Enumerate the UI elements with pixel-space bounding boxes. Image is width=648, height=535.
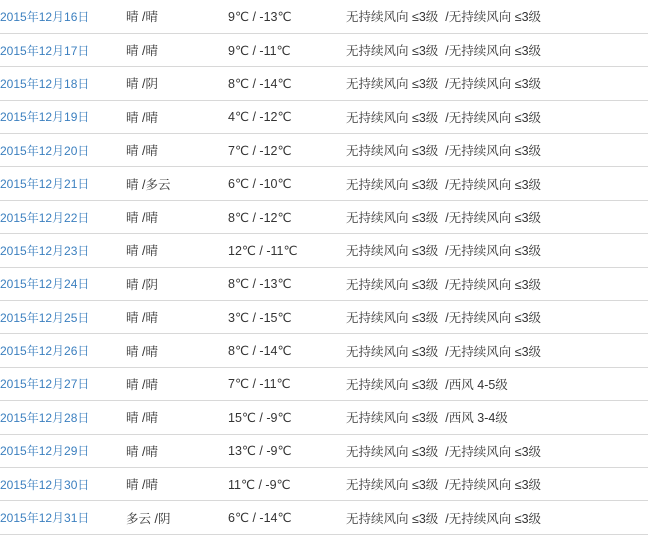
cell-date[interactable]: 2015年12月21日 [0, 167, 126, 200]
table-row [0, 467, 648, 500]
wind-night: /无持续风向 ≤3级 [445, 177, 542, 192]
cell-weather: 晴 /晴 [126, 367, 228, 400]
cell-temperature: 8℃ / -14℃ [228, 67, 346, 100]
cell-wind [346, 434, 648, 467]
cell-wind [346, 401, 648, 434]
cell-weather: 晴 /晴 [126, 334, 228, 367]
table-row [0, 234, 648, 267]
cell-weather: 晴 /晴 [126, 134, 228, 167]
cell-wind [346, 100, 648, 133]
cell-date[interactable]: 2015年12月31日 [0, 501, 126, 534]
wind-night: /无持续风向 ≤3级 [445, 244, 542, 259]
cell-temperature: 7℃ / -11℃ [228, 367, 346, 400]
cell-temperature: 9℃ / -11℃ [228, 33, 346, 66]
wind-day: 无持续风向 ≤3级 [346, 377, 439, 392]
table-row [0, 134, 648, 167]
wind-day: 无持续风向 ≤3级 [346, 211, 439, 226]
cell-weather: 晴 /阴 [126, 67, 228, 100]
cell-temperature: 3℃ / -15℃ [228, 301, 346, 334]
table-row [0, 267, 648, 300]
cell-wind [346, 134, 648, 167]
cell-date[interactable]: 2015年12月30日 [0, 467, 126, 500]
wind-day: 无持续风向 ≤3级 [346, 311, 439, 326]
cell-temperature: 8℃ / -13℃ [228, 267, 346, 300]
cell-temperature: 6℃ / -10℃ [228, 167, 346, 200]
wind-night: /无持续风向 ≤3级 [445, 10, 542, 25]
cell-date[interactable]: 2015年12月16日 [0, 0, 126, 33]
wind-day: 无持续风向 ≤3级 [346, 478, 439, 493]
cell-wind [346, 33, 648, 66]
cell-temperature: 13℃ / -9℃ [228, 434, 346, 467]
cell-weather: 晴 /晴 [126, 0, 228, 33]
wind-night: /西风 4-5级 [445, 377, 508, 392]
cell-wind [346, 301, 648, 334]
wind-day: 无持续风向 ≤3级 [346, 110, 439, 125]
cell-temperature: 4℃ / -12℃ [228, 100, 346, 133]
cell-weather: 晴 /晴 [126, 200, 228, 233]
wind-night: /西风 3-4级 [445, 411, 508, 426]
cell-weather: 晴 /晴 [126, 33, 228, 66]
cell-wind [346, 67, 648, 100]
table-row [0, 301, 648, 334]
wind-day: 无持续风向 ≤3级 [346, 244, 439, 259]
table-row [0, 501, 648, 534]
cell-date[interactable]: 2015年12月25日 [0, 301, 126, 334]
wind-day: 无持续风向 ≤3级 [346, 444, 439, 459]
cell-temperature: 6℃ / -14℃ [228, 501, 346, 534]
cell-wind [346, 467, 648, 500]
cell-date[interactable]: 2015年12月26日 [0, 334, 126, 367]
cell-date[interactable]: 2015年12月24日 [0, 267, 126, 300]
cell-weather: 晴 /晴 [126, 401, 228, 434]
cell-wind [346, 167, 648, 200]
cell-weather: 晴 /晴 [126, 100, 228, 133]
cell-wind [346, 0, 648, 33]
table-row [0, 33, 648, 66]
table-row [0, 167, 648, 200]
cell-date[interactable]: 2015年12月18日 [0, 67, 126, 100]
cell-temperature: 15℃ / -9℃ [228, 401, 346, 434]
cell-date[interactable]: 2015年12月20日 [0, 134, 126, 167]
cell-weather: 晴 /晴 [126, 301, 228, 334]
wind-day: 无持续风向 ≤3级 [346, 10, 439, 25]
wind-day: 无持续风向 ≤3级 [346, 177, 439, 192]
wind-day: 无持续风向 ≤3级 [346, 44, 439, 59]
cell-temperature: 8℃ / -12℃ [228, 200, 346, 233]
wind-night: /无持续风向 ≤3级 [445, 311, 542, 326]
wind-night: /无持续风向 ≤3级 [445, 344, 542, 359]
wind-night: /无持续风向 ≤3级 [445, 211, 542, 226]
cell-weather: 晴 /阴 [126, 267, 228, 300]
wind-day: 无持续风向 ≤3级 [346, 411, 439, 426]
cell-weather: 晴 /晴 [126, 467, 228, 500]
wind-night: /无持续风向 ≤3级 [445, 277, 542, 292]
table-row [0, 434, 648, 467]
wind-night: /无持续风向 ≤3级 [445, 144, 542, 159]
wind-day: 无持续风向 ≤3级 [346, 144, 439, 159]
cell-temperature: 11℃ / -9℃ [228, 467, 346, 500]
cell-weather: 多云 /阴 [126, 501, 228, 534]
table-row [0, 200, 648, 233]
table-row [0, 334, 648, 367]
table-row [0, 367, 648, 400]
cell-weather: 晴 /多云 [126, 167, 228, 200]
cell-wind [346, 501, 648, 534]
wind-day: 无持续风向 ≤3级 [346, 277, 439, 292]
table-row [0, 67, 648, 100]
wind-day: 无持续风向 ≤3级 [346, 511, 439, 526]
table-row [0, 401, 648, 434]
wind-day: 无持续风向 ≤3级 [346, 344, 439, 359]
wind-night: /无持续风向 ≤3级 [445, 77, 542, 92]
wind-night: /无持续风向 ≤3级 [445, 511, 542, 526]
cell-weather: 晴 /晴 [126, 434, 228, 467]
cell-temperature: 8℃ / -14℃ [228, 334, 346, 367]
cell-wind [346, 267, 648, 300]
wind-night: /无持续风向 ≤3级 [445, 44, 542, 59]
cell-date[interactable]: 2015年12月23日 [0, 234, 126, 267]
cell-wind [346, 334, 648, 367]
cell-date[interactable]: 2015年12月19日 [0, 100, 126, 133]
cell-wind [346, 200, 648, 233]
cell-wind [346, 234, 648, 267]
cell-date[interactable]: 2015年12月29日 [0, 434, 126, 467]
table-row [0, 0, 648, 33]
cell-weather: 晴 /晴 [126, 234, 228, 267]
cell-temperature: 7℃ / -12℃ [228, 134, 346, 167]
wind-day: 无持续风向 ≤3级 [346, 77, 439, 92]
cell-wind [346, 367, 648, 400]
cell-date[interactable]: 2015年12月28日 [0, 401, 126, 434]
wind-night: /无持续风向 ≤3级 [445, 444, 542, 459]
cell-date[interactable]: 2015年12月17日 [0, 33, 126, 66]
wind-night: /无持续风向 ≤3级 [445, 478, 542, 493]
cell-temperature: 12℃ / -11℃ [228, 234, 346, 267]
wind-night: /无持续风向 ≤3级 [445, 110, 542, 125]
cell-date[interactable]: 2015年12月27日 [0, 367, 126, 400]
cell-temperature: 9℃ / -13℃ [228, 0, 346, 33]
cell-date[interactable]: 2015年12月22日 [0, 200, 126, 233]
table-row [0, 100, 648, 133]
